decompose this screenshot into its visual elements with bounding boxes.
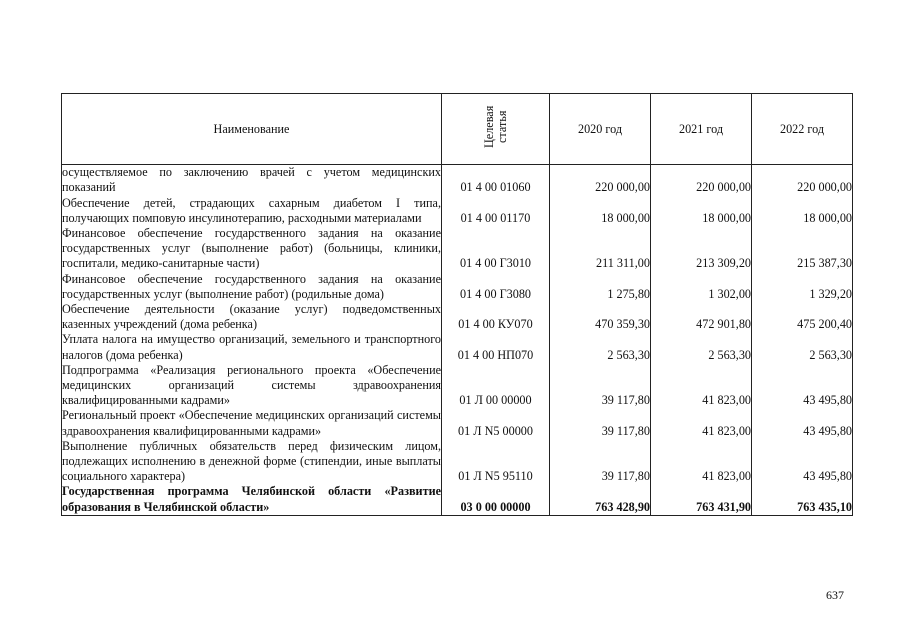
table-row: [62, 226, 853, 272]
table-row: [62, 302, 853, 332]
row-value-2022: 1 329,20: [752, 272, 853, 302]
page-number: 637: [826, 588, 844, 602]
row-name: Выполнение публичных обязательств перед физическим лицом, подлежащих исполнению в денежной форме (стипендии, иные выплаты социального характера): [62, 438, 441, 484]
row-value-2021: 472 901,80: [651, 302, 752, 332]
header-code-label: Целевая статья: [481, 105, 509, 149]
table-header-row: [62, 94, 853, 165]
row-value-2022: 43 495,80: [752, 408, 853, 438]
row-code: 01 Л N5 95110: [442, 439, 550, 485]
row-name: Обеспечение детей, страдающих сахарным диабетом I типа, получающих помповую инсулинотерапию, расходными материалами: [62, 195, 441, 225]
table-row: [62, 332, 853, 362]
row-value-2020: 470 359,30: [550, 302, 651, 332]
row-name: Финансовое обеспечение государственного задания на оказание государственных услуг (выполнение работ) (больницы, клиники, госпитали, медико-санитарные части): [62, 226, 441, 271]
header-code: [442, 94, 550, 165]
row-value-2020: 1 275,80: [550, 272, 651, 302]
row-code: 03 0 00 00000: [442, 484, 550, 515]
row-value-2022: 2 563,30: [752, 332, 853, 362]
row-name: Уплата налога на имущество организаций, земельного и транспортного налогов (дома ребенка): [62, 332, 441, 362]
table-row: [62, 484, 853, 515]
row-value-2022: 215 387,30: [752, 226, 853, 272]
row-name: Финансовое обеспечение государственного задания на оказание государственных услуг (выполнение работ) (родильные дома): [62, 271, 441, 301]
row-value-2021: 41 823,00: [651, 439, 752, 485]
header-name: Наименование: [62, 94, 442, 165]
row-code: 01 4 00 Г3080: [442, 272, 550, 302]
row-name: Обеспечение деятельности (оказание услуг) подведомственных казенных учреждений (дома ребенка): [62, 302, 441, 332]
table-row: [62, 165, 853, 196]
row-value-2021: 213 309,20: [651, 226, 752, 272]
header-2021: 2021 год: [651, 94, 752, 165]
row-code: 01 Л N5 00000: [442, 408, 550, 438]
table-row: [62, 408, 853, 438]
row-code: 01 4 00 Г3010: [442, 226, 550, 272]
row-code: 01 4 00 01060: [442, 165, 550, 196]
row-value-2021: 41 823,00: [651, 363, 752, 409]
table-row: [62, 272, 853, 302]
row-value-2020: 211 311,00: [550, 226, 651, 272]
row-code: 01 4 00 01170: [442, 196, 550, 226]
row-value-2020: 763 428,90: [550, 484, 651, 515]
row-value-2022: 43 495,80: [752, 439, 853, 485]
row-value-2021: 2 563,30: [651, 332, 752, 362]
row-value-2020: 18 000,00: [550, 196, 651, 226]
table-row: [62, 439, 853, 485]
row-name: осуществляемое по заключению врачей с учетом медицинских показаний: [62, 165, 441, 195]
row-value-2020: 39 117,80: [550, 363, 651, 409]
row-name: Государственная программа Челябинской области «Развитие образования в Челябинской области»: [62, 484, 441, 514]
row-value-2022: 475 200,40: [752, 302, 853, 332]
row-value-2020: 2 563,30: [550, 332, 651, 362]
row-value-2020: 39 117,80: [550, 439, 651, 485]
header-2022: 2022 год: [752, 94, 853, 165]
row-value-2022: 43 495,80: [752, 363, 853, 409]
row-value-2022: 220 000,00: [752, 165, 853, 196]
row-value-2022: 18 000,00: [752, 196, 853, 226]
row-code: 01 Л 00 00000: [442, 363, 550, 409]
budget-table: [61, 93, 853, 516]
row-code: 01 4 00 КУ070: [442, 302, 550, 332]
row-value-2021: 1 302,00: [651, 272, 752, 302]
row-value-2021: 18 000,00: [651, 196, 752, 226]
row-name: Региональный проект «Обеспечение медицинских организаций системы здравоохранения квалифицированными кадрами»: [62, 408, 441, 438]
row-value-2021: 41 823,00: [651, 408, 752, 438]
row-value-2020: 39 117,80: [550, 408, 651, 438]
row-name: Подпрограмма «Реализация регионального проекта «Обеспечение медицинских организаций системы здравоохранения квалифицированными кадрами»: [62, 362, 441, 408]
row-value-2022: 763 435,10: [752, 484, 853, 515]
row-code: 01 4 00 НП070: [442, 332, 550, 362]
row-value-2021: 763 431,90: [651, 484, 752, 515]
row-value-2020: 220 000,00: [550, 165, 651, 196]
row-value-2021: 220 000,00: [651, 165, 752, 196]
table-row: [62, 196, 853, 226]
header-2020: 2020 год: [550, 94, 651, 165]
table-row: [62, 363, 853, 409]
